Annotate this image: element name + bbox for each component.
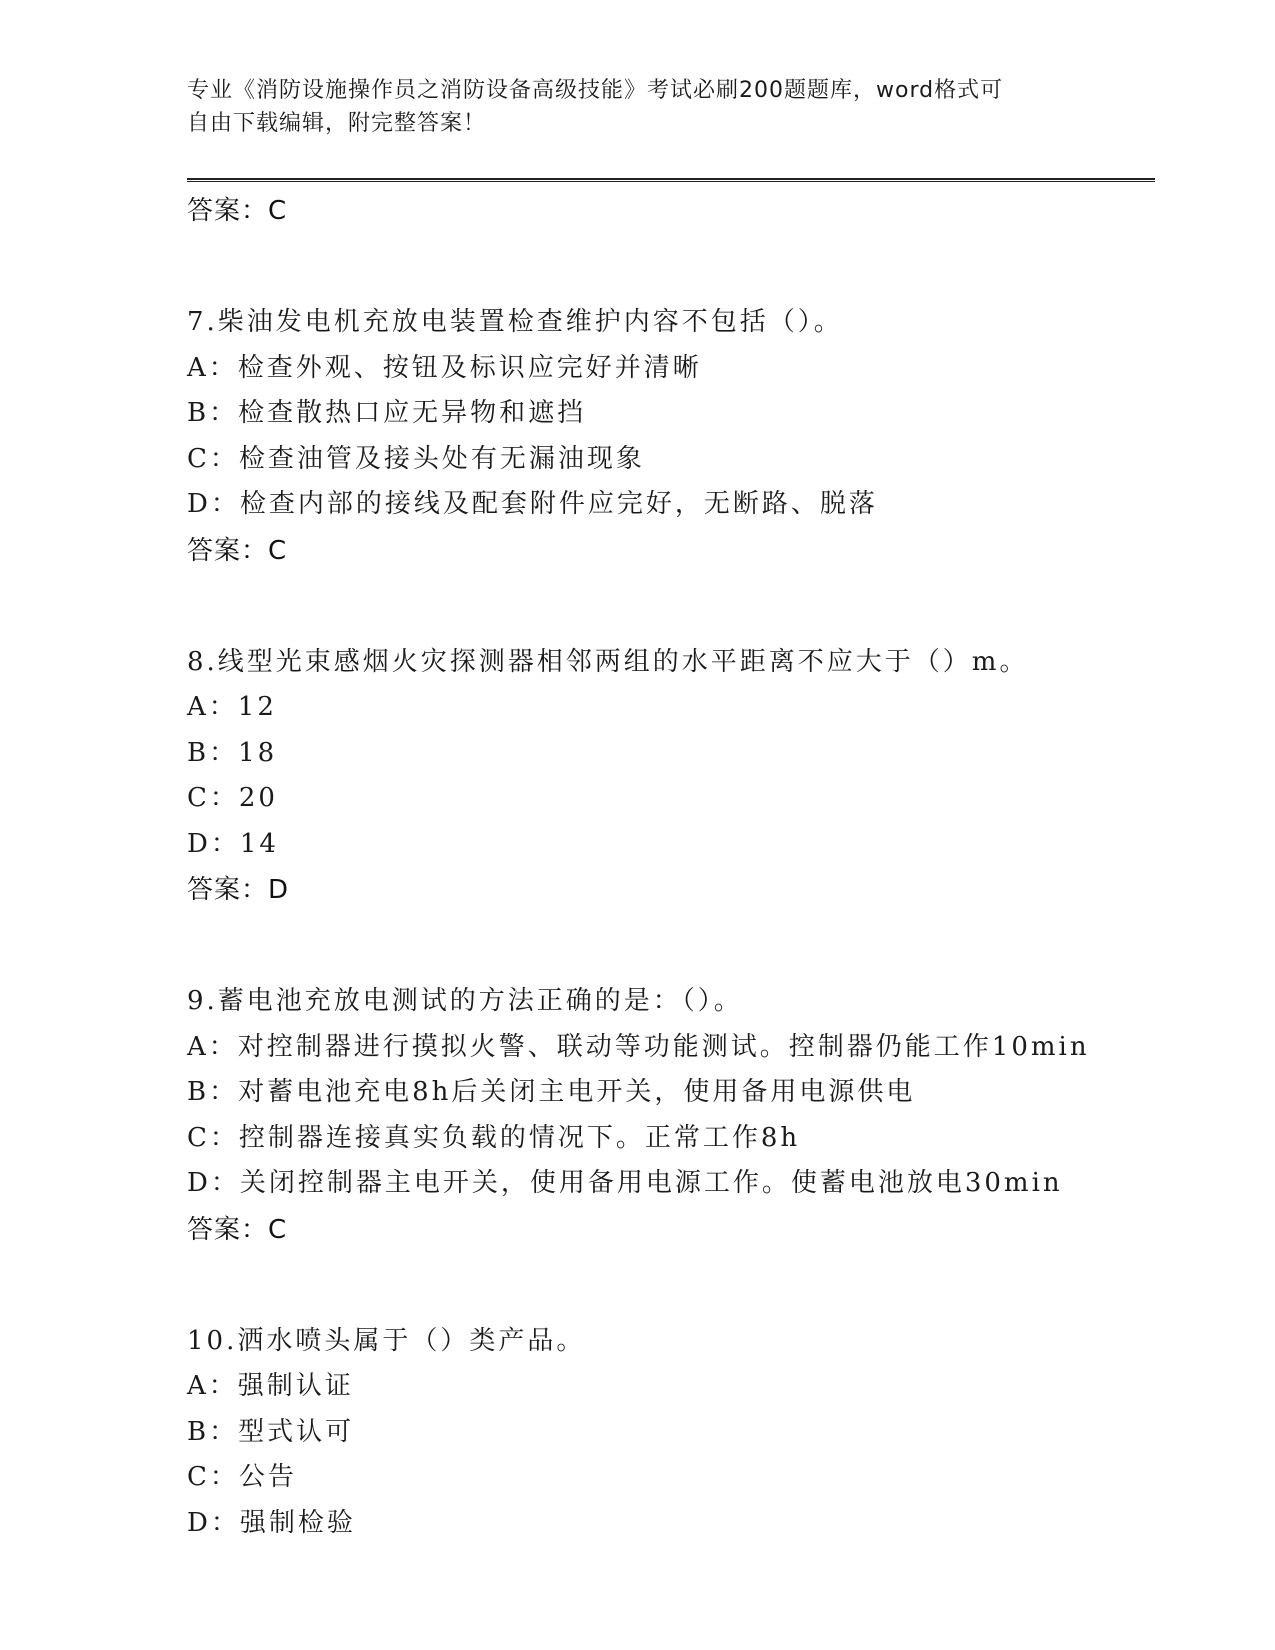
option-c: C：检查油管及接头处有无漏油现象 [187, 443, 645, 474]
page-header [187, 74, 1067, 140]
option-c: C：公告 [187, 1462, 297, 1492]
option-d: D：关闭控制器主电开关，使用备用电源工作。使蓄电池放电30min [187, 1168, 1063, 1198]
option-c: C：控制器连接真实负载的情况下。正常工作8h [187, 1122, 801, 1153]
option-c: C：20 [187, 783, 278, 813]
header-line-1: 专业《消防设施操作员之消防设备高级技能》考试必刷200题题库，word格式可 [187, 78, 1004, 103]
answer-q7: 答案：C [187, 535, 288, 566]
option-b: B：型式认可 [187, 1416, 355, 1447]
option-d: D：14 [187, 828, 279, 859]
option-b: B：18 [187, 737, 278, 768]
option-a: A：对控制器进行摸拟火警、联动等功能测试。控制器仍能工作10min [187, 1031, 1090, 1062]
answer-q6: 答案：C [187, 196, 288, 226]
answer-q9: 答案：C [187, 1214, 288, 1245]
question-stem: 7.柴油发电机充放电装置检查维护内容不包括（）。 [187, 307, 843, 337]
spacer [187, 913, 1155, 979]
option-d: D：检查内部的接线及配套附件应完好，无断路、脱落 [187, 489, 878, 519]
question-stem: 8.线型光束感烟火灾探测器相邻两组的水平距离不应大于（）m。 [187, 646, 1029, 677]
option-a: A：12 [187, 692, 277, 722]
option-b: B：对蓄电池充电8h后关闭主电开关，使用备用电源供电 [187, 1077, 916, 1107]
question-list [187, 188, 1155, 1546]
option-a: A：检查外观、按钮及标识应完好并清晰 [187, 352, 702, 383]
question-block-8 [187, 640, 1155, 914]
question-stem: 10.洒水喷头属于（）类产品。 [187, 1325, 586, 1356]
question-block-9 [187, 979, 1155, 1253]
question-stem: 9.蓄电池充放电测试的方法正确的是：（）。 [187, 986, 743, 1016]
question-block-10 [187, 1319, 1155, 1547]
question-block-7 [187, 300, 1155, 574]
spacer [187, 574, 1155, 640]
spacer [187, 234, 1155, 300]
spacer [187, 1253, 1155, 1319]
option-d: D：强制检验 [187, 1507, 356, 1538]
header-divider [187, 178, 1155, 182]
option-b: B：检查散热口应无异物和遮挡 [187, 398, 587, 428]
option-a: A：强制认证 [187, 1371, 354, 1401]
header-line-2: 自由下载编辑，附完整答案！ [187, 111, 487, 136]
answer-q8: 答案：D [187, 875, 290, 905]
